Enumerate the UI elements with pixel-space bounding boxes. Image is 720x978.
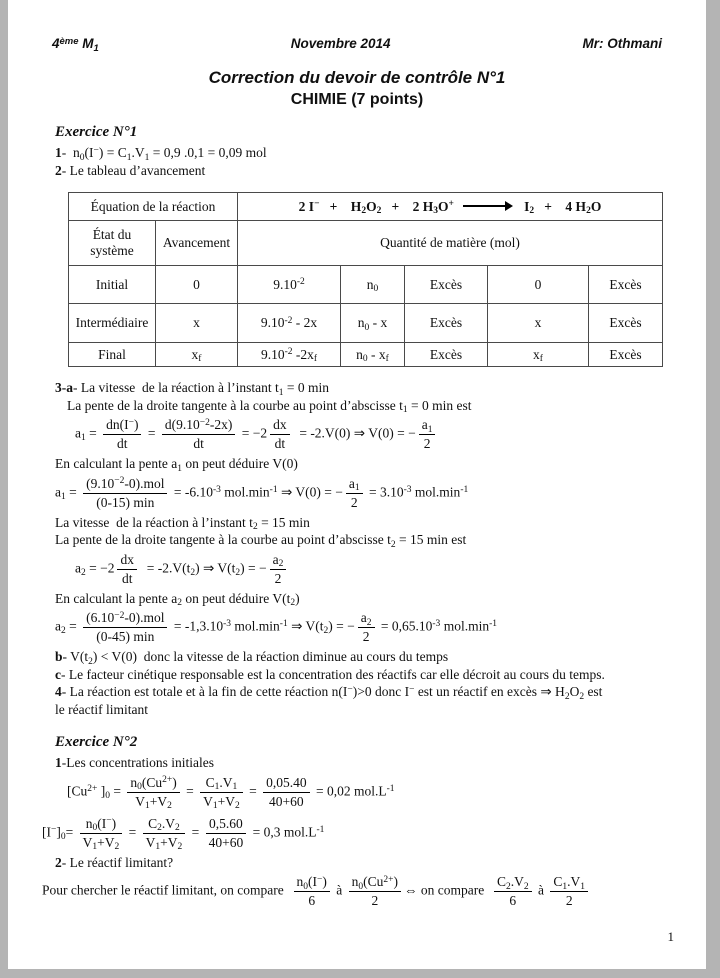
table-cell: Excès: [405, 266, 488, 304]
text-line: 1- $n_0(I^-) = C_1.V_1 = 0,9$ .0,1 = 0,09 mol: [55, 145, 267, 163]
text-line: 2- Le tableau d’avancement: [55, 162, 206, 178]
table-cell: $x_f$: [488, 343, 589, 367]
scan-edge-left: [0, 0, 8, 978]
fraction: $\frac{(9.10^{-2}-0).mol}{(0-15) \min}$: [83, 476, 167, 511]
document-page: [8, 0, 706, 969]
table-row: [69, 304, 663, 343]
table-cell: $9.10^{-2}$ $-2x_f$: [238, 343, 341, 367]
fraction: $\frac{d(9.10^{-2}-2x)}{dt}$: [162, 417, 235, 452]
text-line: 3-a- La vitesse de la réaction à l’instant $t_1 = 0$ min: [55, 380, 330, 398]
table-cell: Final: [69, 343, 156, 367]
table-row: [69, 266, 663, 304]
table-cell: 0: [488, 266, 589, 304]
table-cell: Intermédiaire: [69, 304, 156, 343]
text-line: La vitesse de la réaction à l’instant $t_2 = 15$ min: [55, 514, 310, 533]
fraction: $\frac{dx}{dt}$: [117, 552, 137, 587]
table-cell: $n_0 - x_f$: [341, 343, 405, 367]
table-cell: $n_0$: [341, 266, 405, 304]
text-line: le réactif limitant: [55, 701, 148, 717]
fraction: $\frac{n_0(I^-)}{6}$: [294, 874, 330, 909]
table-row: [69, 221, 663, 266]
class-label: 4ème $M_1$: [52, 35, 99, 54]
table-cell: $9.10^{-2}$: [238, 266, 341, 304]
header-date: Novembre 2014: [290, 36, 391, 51]
fraction: $\frac{n_0(I^-)}{V_1+V_2}$: [80, 816, 123, 851]
reaction-arrow-icon: [463, 205, 511, 207]
text-line: La pente de la droite tangente à la courbe au point d’abscisse $t_1 = 0$ min est: [67, 397, 472, 416]
table-cell: $n_0$ - x: [341, 304, 405, 343]
fraction: $\frac{a_2}{2}$: [358, 610, 375, 645]
text-line: c- Le facteur cinétique responsable est la concentration des réactifs car elle décroit au cours du temps.: [55, 666, 605, 682]
formula-line: [$Cu^{2+}$ ]$_0$ = $\frac{n_0(Cu^{2+})}{V_1+V_2}$ = $\frac{C_1.V_1}{V_1+V_2}$ = $\frac{0,05.40}{40+60}$ = 0,02 $mol.L^{-1}$: [67, 774, 395, 812]
table-cell-avancement-header: Avancement: [156, 221, 238, 266]
formula-line: $a_1$ = $\frac{dn(I^-)}{dt}$ = $\frac{d(9.10^{-2}-2x)}{dt}$ = −2 $\frac{dx}{dt}$ = -2.V(0) ⇒ V(0) = − $\frac{a_1}{2}$: [75, 414, 698, 455]
fraction: $\frac{0,05.40}{40+60}$: [263, 775, 310, 810]
exercise2-heading: Exercice N°2: [55, 734, 138, 750]
avancement-table: [68, 192, 663, 367]
fraction: $\frac{0,5.60}{40+60}$: [206, 816, 247, 851]
table-cell: Excès: [405, 343, 488, 367]
table-cell-equation-label: Équation de la réaction: [69, 193, 238, 221]
header-teacher: Mr: Othmani: [582, 36, 662, 51]
scan-edge-bottom: [0, 969, 720, 978]
table-row: [69, 193, 663, 221]
table-cell: Excès: [589, 343, 663, 367]
table-cell: $9.10^{-2} - 2x$: [238, 304, 341, 343]
fraction: $\frac{C_2.V_2}{V_1+V_2}$: [143, 816, 186, 851]
formula-line: $[I^-]_0=$ $\frac{n_0(I^-)}{V_1+V_2}$ = $\frac{C_2.V_2}{V_1+V_2}$ = $\frac{0,5.60}{40+60}$ = 0,3 $mol.L^{-1}$: [42, 815, 325, 853]
fraction: $\frac{dx}{dt}$: [270, 417, 290, 452]
table-cell-equation: 2 I− + $H_2O_2$ + 2 $H_3O^+$ $I_2$ + 4 $H_2O$: [238, 193, 663, 221]
table-cell: Excès: [589, 266, 663, 304]
document-header: [52, 35, 662, 54]
exercise2-body: [42, 754, 698, 912]
document-subtitle: CHIMIE (7 points): [290, 91, 424, 108]
scan-edge-right: [706, 0, 720, 978]
exercise1-heading: Exercice N°1: [55, 124, 138, 140]
table-cell: x: [488, 304, 589, 343]
fraction: $\frac{a_2}{2}$: [270, 552, 287, 587]
fraction: $\frac{a_1}{2}$: [419, 417, 436, 452]
table-cell: $x_f$: [156, 343, 238, 367]
formula-line: $a_1$ = $\frac{(9.10^{-2}-0).mol}{(0-15) \min}$ = $-6.10^{-3}$ $mol.\min^{-1}$ ⇒ V(0) = − $\frac{a_1}{2}$ = $3.10^{-3}$ $mol.\min^{-1}$: [55, 475, 469, 510]
table-cell: x: [156, 304, 238, 343]
formula-line: $a_2 = -2$ $\frac{dx}{dt}$ = $-2.V(t_2)$ ⇒ $V(t_2)$ = − $\frac{a_2}{2}$: [75, 549, 698, 590]
fraction: $\frac{C_1.V_1}{2}$: [550, 874, 588, 909]
table-row: [69, 343, 663, 367]
text-line: b- $V(t_2) < V(0)$ donc la vitesse de la réaction diminue au cours du temps: [55, 649, 449, 667]
text-line: En calculant la pente $a_1$ on peut déduire V(0): [55, 456, 298, 474]
exercise1-intro: [55, 144, 698, 179]
text-line: La pente de la droite tangente à la courbe au point d’abscisse $t_2 = 15$ min est: [55, 532, 467, 550]
fraction: $\frac{n_0(Cu^{2+})}{V_1+V_2}$: [127, 775, 179, 810]
table-cell-quantity-header: Quantité de matière (mol): [238, 221, 663, 266]
fraction: $\frac{(6.10^{-2}-0).mol}{(0-45) \min}$: [83, 610, 167, 645]
text-line: 4- La réaction est totale et à la fin de cette réaction n(I−)>0 donc I− est un réactif en excès ⇒ $H_2O_2$ est: [55, 684, 603, 702]
table-cell: 0: [156, 266, 238, 304]
document-body: [42, 124, 698, 912]
text-line: 2- Le réactif limitant?: [55, 854, 174, 870]
fraction: $\frac{n_0(Cu^{2+})}{2}$: [349, 874, 401, 909]
page-number: 1: [667, 929, 674, 944]
document-title: Correction du devoir de contrôle N°1: [208, 68, 506, 87]
table-cell-state-header: État du système: [69, 221, 156, 266]
table-cell: Excès: [589, 304, 663, 343]
fraction: $\frac{C_1.V_1}{V_1+V_2}$: [200, 775, 243, 810]
text-line: 1-Les concentrations initiales: [55, 755, 214, 770]
fraction: $\frac{dn(I^-)}{dt}$: [103, 417, 141, 452]
formula-line: $a_2$ = $\frac{(6.10^{-2}-0).mol}{(0-45) \min}$ = $-1,3.10^{-3}$ $mol.\min^{-1}$ ⇒ $V(t_2)$ = − $\frac{a_2}{2}$ = $0,65.10^{-3}$ $mol.\min^{-1}$: [55, 610, 497, 644]
fraction: $\frac{C_2.V_2}{6}$: [494, 874, 532, 909]
formula-line: Pour chercher le réactif limitant, on compare $\frac{n_0(I^-)}{6}$ à $\frac{n_0(Cu^{2+})}{2}$ ⇔ on compare $\frac{C_2.V_2}{6}$ à $\frac{C_1.V_1}{2}$: [42, 871, 698, 912]
table-cell: Excès: [405, 304, 488, 343]
section-3-4: [55, 379, 698, 718]
table-cell: Initial: [69, 266, 156, 304]
text-line: En calculant la pente $a_2$ on peut déduire $V(t_2)$: [55, 590, 300, 609]
fraction: $\frac{a_1}{2}$: [346, 476, 363, 511]
